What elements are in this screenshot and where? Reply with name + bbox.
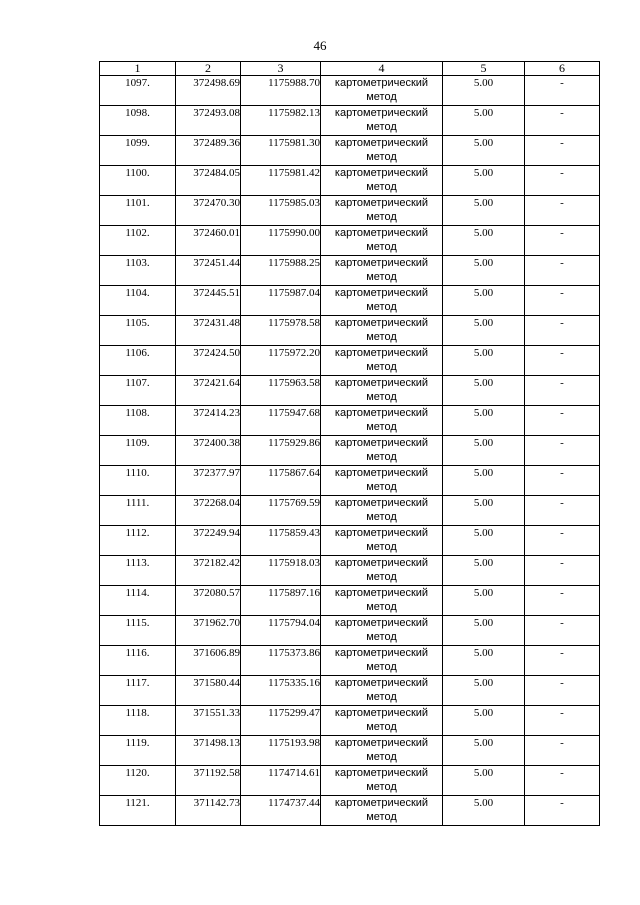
coord-x-cell: 372498.69 <box>176 76 241 106</box>
coord-x-cell: 371606.89 <box>176 646 241 676</box>
note-cell: - <box>525 166 600 196</box>
coord-x-cell: 371580.44 <box>176 676 241 706</box>
coord-y-cell: 1175794.04 <box>241 616 321 646</box>
method-cell: картометрический метод <box>321 166 443 196</box>
coord-y-cell: 1175918.03 <box>241 556 321 586</box>
point-number-cell: 1101. <box>100 196 176 226</box>
coord-y-cell: 1175972.20 <box>241 346 321 376</box>
table-row <box>100 526 600 556</box>
method-cell: картометрический метод <box>321 736 443 766</box>
note-cell: - <box>525 286 600 316</box>
point-number-cell: 1115. <box>100 616 176 646</box>
note-cell: - <box>525 736 600 766</box>
coord-x-cell: 372080.57 <box>176 586 241 616</box>
point-number-cell: 1106. <box>100 346 176 376</box>
note-cell: - <box>525 226 600 256</box>
accuracy-cell: 5.00 <box>443 166 525 196</box>
table-row <box>100 76 600 106</box>
point-number-cell: 1114. <box>100 586 176 616</box>
accuracy-cell: 5.00 <box>443 706 525 736</box>
coord-x-cell: 372400.38 <box>176 436 241 466</box>
method-cell: картометрический метод <box>321 646 443 676</box>
coord-y-cell: 1175897.16 <box>241 586 321 616</box>
point-number-cell: 1116. <box>100 646 176 676</box>
note-cell: - <box>525 616 600 646</box>
table-row <box>100 676 600 706</box>
point-number-cell: 1105. <box>100 316 176 346</box>
accuracy-cell: 5.00 <box>443 646 525 676</box>
point-number-cell: 1111. <box>100 496 176 526</box>
point-number-cell: 1104. <box>100 286 176 316</box>
point-number-cell: 1107. <box>100 376 176 406</box>
point-number-cell: 1108. <box>100 406 176 436</box>
accuracy-cell: 5.00 <box>443 346 525 376</box>
coord-y-cell: 1175982.13 <box>241 106 321 136</box>
coord-y-cell: 1175987.04 <box>241 286 321 316</box>
note-cell: - <box>525 136 600 166</box>
table-row <box>100 136 600 166</box>
coord-y-cell: 1175335.16 <box>241 676 321 706</box>
accuracy-cell: 5.00 <box>443 226 525 256</box>
coord-y-cell: 1175373.86 <box>241 646 321 676</box>
point-number-cell: 1099. <box>100 136 176 166</box>
accuracy-cell: 5.00 <box>443 316 525 346</box>
table-row <box>100 646 600 676</box>
accuracy-cell: 5.00 <box>443 526 525 556</box>
table-row <box>100 316 600 346</box>
coord-x-cell: 372489.36 <box>176 136 241 166</box>
method-cell: картометрический метод <box>321 766 443 796</box>
point-number-cell: 1119. <box>100 736 176 766</box>
method-cell: картометрический метод <box>321 556 443 586</box>
point-number-cell: 1118. <box>100 706 176 736</box>
point-number-cell: 1110. <box>100 466 176 496</box>
method-cell: картометрический метод <box>321 526 443 556</box>
table-row <box>100 796 600 826</box>
point-number-cell: 1120. <box>100 766 176 796</box>
note-cell: - <box>525 106 600 136</box>
accuracy-cell: 5.00 <box>443 736 525 766</box>
note-cell: - <box>525 406 600 436</box>
page-number: 46 <box>313 38 327 53</box>
method-cell: картометрический метод <box>321 76 443 106</box>
note-cell: - <box>525 466 600 496</box>
method-cell: картометрический метод <box>321 376 443 406</box>
method-cell: картометрический метод <box>321 676 443 706</box>
coord-x-cell: 372470.30 <box>176 196 241 226</box>
note-cell: - <box>525 646 600 676</box>
table-row <box>100 556 600 586</box>
table-row <box>100 406 600 436</box>
coord-y-cell: 1175981.42 <box>241 166 321 196</box>
table-row <box>100 376 600 406</box>
coord-x-cell: 372182.42 <box>176 556 241 586</box>
point-number-cell: 1102. <box>100 226 176 256</box>
accuracy-cell: 5.00 <box>443 496 525 526</box>
header-row <box>100 62 600 76</box>
coord-y-cell: 1175929.86 <box>241 436 321 466</box>
point-number-cell: 1097. <box>100 76 176 106</box>
coord-y-cell: 1175978.58 <box>241 316 321 346</box>
accuracy-cell: 5.00 <box>443 796 525 826</box>
coord-y-cell: 1175985.03 <box>241 196 321 226</box>
table-row <box>100 736 600 766</box>
method-cell: картометрический метод <box>321 106 443 136</box>
method-cell: картометрический метод <box>321 496 443 526</box>
coord-y-cell: 1175769.59 <box>241 496 321 526</box>
accuracy-cell: 5.00 <box>443 616 525 646</box>
coord-y-cell: 1175988.25 <box>241 256 321 286</box>
coord-x-cell: 372424.50 <box>176 346 241 376</box>
point-number-cell: 1117. <box>100 676 176 706</box>
coord-y-cell: 1174714.61 <box>241 766 321 796</box>
method-cell: картометрический метод <box>321 466 443 496</box>
coord-x-cell: 372414.23 <box>176 406 241 436</box>
table-row <box>100 766 600 796</box>
coord-y-cell: 1175859.43 <box>241 526 321 556</box>
method-cell: картометрический метод <box>321 346 443 376</box>
method-cell: картометрический метод <box>321 586 443 616</box>
coord-x-cell: 371551.33 <box>176 706 241 736</box>
coord-y-cell: 1175963.58 <box>241 376 321 406</box>
accuracy-cell: 5.00 <box>443 196 525 226</box>
accuracy-cell: 5.00 <box>443 466 525 496</box>
table-body <box>100 76 600 826</box>
coord-x-cell: 371498.13 <box>176 736 241 766</box>
note-cell: - <box>525 586 600 616</box>
accuracy-cell: 5.00 <box>443 76 525 106</box>
table-row <box>100 616 600 646</box>
note-cell: - <box>525 496 600 526</box>
coord-x-cell: 371192.58 <box>176 766 241 796</box>
accuracy-cell: 5.00 <box>443 256 525 286</box>
table-row <box>100 106 600 136</box>
table-header <box>100 62 600 76</box>
table-row <box>100 466 600 496</box>
coord-y-cell: 1175947.68 <box>241 406 321 436</box>
method-cell: картометрический метод <box>321 616 443 646</box>
coord-y-cell: 1175193.98 <box>241 736 321 766</box>
method-cell: картометрический метод <box>321 136 443 166</box>
header-cell-1: 1 <box>100 62 176 76</box>
method-cell: картометрический метод <box>321 256 443 286</box>
table-row <box>100 196 600 226</box>
coord-y-cell: 1175988.70 <box>241 76 321 106</box>
note-cell: - <box>525 76 600 106</box>
point-number-cell: 1121. <box>100 796 176 826</box>
coord-x-cell: 372268.04 <box>176 496 241 526</box>
header-cell-2: 2 <box>176 62 241 76</box>
note-cell: - <box>525 346 600 376</box>
coord-x-cell: 372460.01 <box>176 226 241 256</box>
header-cell-6: 6 <box>525 62 600 76</box>
accuracy-cell: 5.00 <box>443 586 525 616</box>
accuracy-cell: 5.00 <box>443 766 525 796</box>
header-cell-4: 4 <box>321 62 443 76</box>
coord-x-cell: 371962.70 <box>176 616 241 646</box>
method-cell: картометрический метод <box>321 286 443 316</box>
coord-y-cell: 1175981.30 <box>241 136 321 166</box>
note-cell: - <box>525 316 600 346</box>
point-number-cell: 1103. <box>100 256 176 286</box>
table-row <box>100 286 600 316</box>
coord-x-cell: 372431.48 <box>176 316 241 346</box>
coord-y-cell: 1175867.64 <box>241 466 321 496</box>
table-row <box>100 226 600 256</box>
accuracy-cell: 5.00 <box>443 136 525 166</box>
coord-x-cell: 372493.08 <box>176 106 241 136</box>
coord-x-cell: 372377.97 <box>176 466 241 496</box>
table-row <box>100 586 600 616</box>
accuracy-cell: 5.00 <box>443 436 525 466</box>
coord-y-cell: 1174737.44 <box>241 796 321 826</box>
method-cell: картометрический метод <box>321 406 443 436</box>
note-cell: - <box>525 526 600 556</box>
note-cell: - <box>525 676 600 706</box>
note-cell: - <box>525 766 600 796</box>
accuracy-cell: 5.00 <box>443 556 525 586</box>
accuracy-cell: 5.00 <box>443 676 525 706</box>
accuracy-cell: 5.00 <box>443 376 525 406</box>
coord-x-cell: 372445.51 <box>176 286 241 316</box>
method-cell: картометрический метод <box>321 316 443 346</box>
method-cell: картометрический метод <box>321 226 443 256</box>
point-number-cell: 1109. <box>100 436 176 466</box>
note-cell: - <box>525 196 600 226</box>
header-cell-3: 3 <box>241 62 321 76</box>
method-cell: картометрический метод <box>321 196 443 226</box>
coord-y-cell: 1175990.00 <box>241 226 321 256</box>
coord-y-cell: 1175299.47 <box>241 706 321 736</box>
accuracy-cell: 5.00 <box>443 286 525 316</box>
coord-x-cell: 372421.64 <box>176 376 241 406</box>
method-cell: картометрический метод <box>321 706 443 736</box>
method-cell: картометрический метод <box>321 436 443 466</box>
table-row <box>100 166 600 196</box>
coord-x-cell: 372451.44 <box>176 256 241 286</box>
coord-x-cell: 372484.05 <box>176 166 241 196</box>
accuracy-cell: 5.00 <box>443 406 525 436</box>
note-cell: - <box>525 796 600 826</box>
header-cell-5: 5 <box>443 62 525 76</box>
table-row <box>100 346 600 376</box>
method-cell: картометрический метод <box>321 796 443 826</box>
point-number-cell: 1100. <box>100 166 176 196</box>
table-row <box>100 706 600 736</box>
table-row <box>100 496 600 526</box>
accuracy-cell: 5.00 <box>443 106 525 136</box>
point-number-cell: 1098. <box>100 106 176 136</box>
note-cell: - <box>525 436 600 466</box>
note-cell: - <box>525 256 600 286</box>
table-row <box>100 256 600 286</box>
coordinates-table <box>99 61 600 826</box>
table-row <box>100 436 600 466</box>
point-number-cell: 1113. <box>100 556 176 586</box>
point-number-cell: 1112. <box>100 526 176 556</box>
note-cell: - <box>525 706 600 736</box>
coord-x-cell: 371142.73 <box>176 796 241 826</box>
note-cell: - <box>525 376 600 406</box>
coord-x-cell: 372249.94 <box>176 526 241 556</box>
note-cell: - <box>525 556 600 586</box>
